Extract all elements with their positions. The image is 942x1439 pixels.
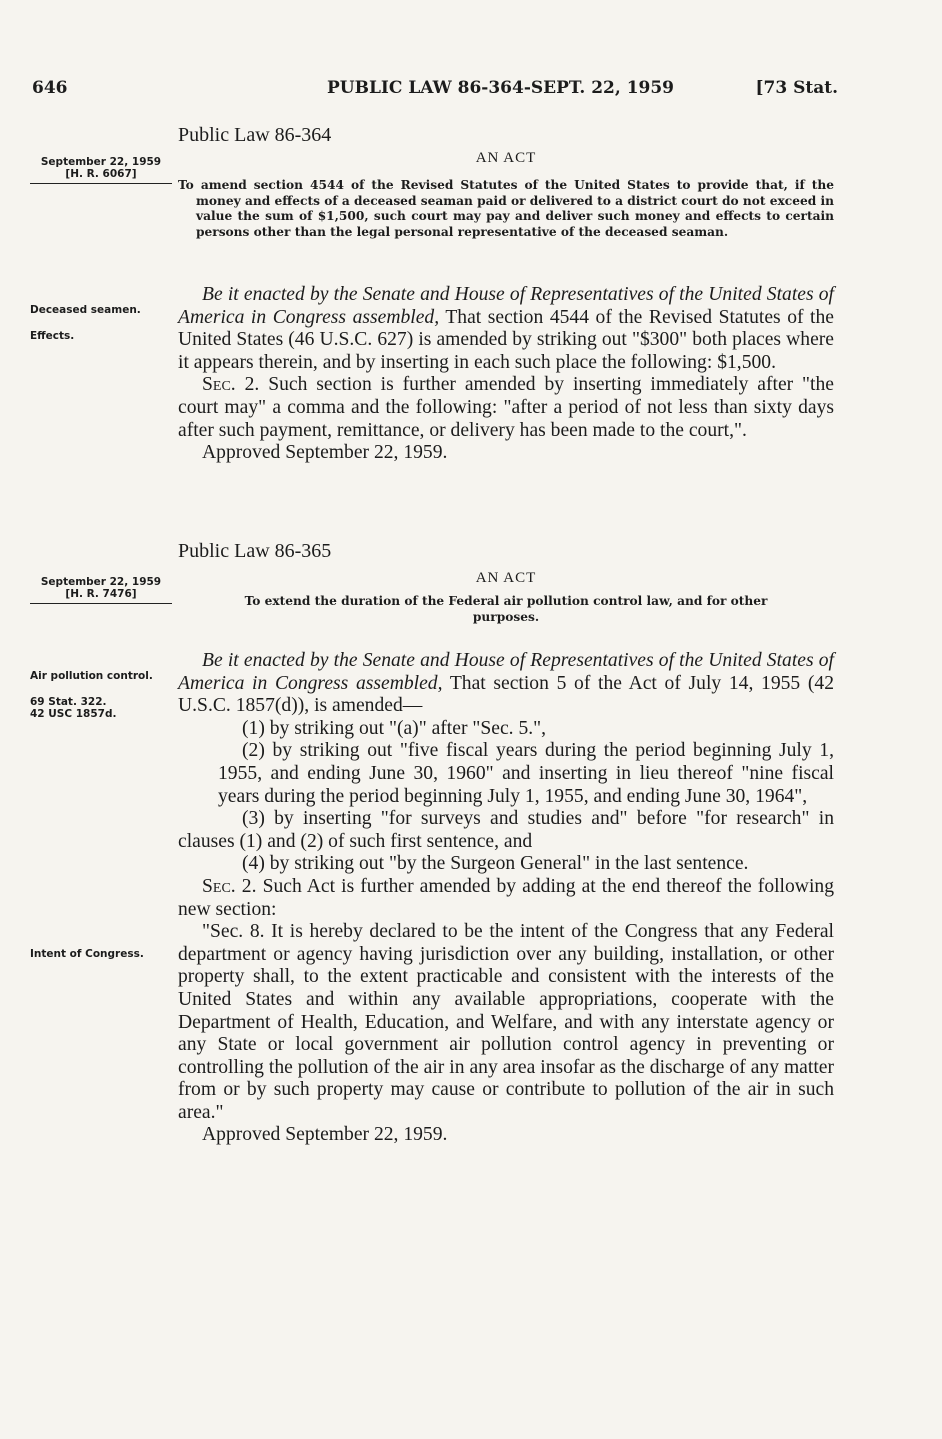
- law2-purpose-line1: To extend the duration of the Federal air pollution control law, and for other: [244, 594, 768, 608]
- law1-sec2-label: Sec. 2.: [202, 374, 260, 396]
- law1-purpose: [178, 178, 834, 240]
- law2-sec2-label: Sec. 2.: [202, 875, 257, 897]
- law1-purpose-text: To amend section 4544 of the Revised Statutes of the United States to provide that, if the money and effects of a deceased seaman paid or delivered to a district court do not exceed in value the sum of $1,500, such court may pay and deliver such money and effects to certain persons other than the legal personal representative of the deceased seaman.: [178, 178, 834, 239]
- law2-margin-date: September 22, 1959: [40, 576, 162, 588]
- law2-sec2-text: Such Act is further amended by adding at the end thereof the following new section:: [178, 875, 834, 920]
- law1-an-act: AN ACT: [475, 150, 537, 166]
- law1-sec1-text: That section 4544 of the Revised Statutes of the United States (46 U.S.C. 627) is amended by striking out "$300" both places where it appears therein, and by inserting in each such place the following: $1,500.: [178, 306, 834, 373]
- law1-approved: Approved September 22, 1959.: [202, 442, 448, 464]
- law2-item-3: (3) by inserting "for surveys and studies and" before "for research" in clauses (1) and (2) of such first sentence, and: [178, 808, 834, 852]
- law2-an-act: AN ACT: [475, 570, 537, 586]
- law2-item-2: (2) by striking out "five fiscal years during the period beginning July 1, 1955, and ending June 30, 1960" and inserting in lieu thereof "nine fiscal years during the period beginning July 1, 1955, and ending June 30, 1964",: [218, 740, 834, 807]
- law2-title: Public Law 86-365: [178, 540, 332, 562]
- law2-enacting-clause: Be it enacted by the Senate and House of Representatives of the United States of America in Congress assembled,: [178, 650, 834, 694]
- law1-title: Public Law 86-364: [178, 124, 332, 146]
- law2-margin-note-usc: 42 USC 1857d.: [30, 708, 117, 720]
- law2-approved: Approved September 22, 1959.: [202, 1124, 448, 1146]
- running-title: PUBLIC LAW 86-364-SEPT. 22, 1959: [327, 78, 675, 98]
- law2-item-1: (1) by striking out "(a)" after "Sec. 5.",: [242, 717, 547, 739]
- volume-reference: [73 Stat.: [755, 78, 838, 98]
- page-number: 646: [32, 78, 68, 98]
- law1-body: [178, 284, 834, 464]
- law1-margin-note-effects: Effects.: [30, 330, 75, 342]
- law1-margin-date: September 22, 1959: [40, 156, 162, 168]
- running-head: [32, 78, 838, 100]
- law2-section-1: [178, 650, 834, 718]
- law2-sec1-text: That section 5 of the Act of July 14, 1955 (42 U.S.C. 1857(d)), is amended—: [178, 672, 835, 717]
- law1-section-2: [178, 374, 834, 442]
- law2-margin-note-air: Air pollution control.: [30, 670, 153, 682]
- law1-sec2-text: Such section is further amended by inserting immediately after "the court may" a comma and the following: "after a period of not less than sixty days after such payment, remittance, or delivery has been made to the court,".: [178, 374, 834, 441]
- law2-item-4: (4) by striking out "by the Surgeon General" in the last sentence.: [242, 853, 749, 875]
- law2-section-8: "Sec. 8. It is hereby declared to be the intent of the Congress that any Federal department or agency having jurisdiction over any building, installation, or other property shall, to the extent practicable and consistent with the interests of the United States and within any available appropriations, cooperate with the Department of Health, Education, and Welfare, and with any interstate agency or any State or local government air pollution control agency in preventing or controlling the pollution of the air in any area insofar as the discharge of any matter from or by such property may cause or contribute to pollution of the air in such area.": [178, 921, 834, 1123]
- law2-margin-bill: [H. R. 7476]: [30, 588, 172, 604]
- law2-margin-note-intent: Intent of Congress.: [30, 948, 144, 960]
- law1-margin-bill: [H. R. 6067]: [30, 168, 172, 184]
- law2-purpose-line2: purposes.: [472, 609, 540, 624]
- law1-margin-note-deceased: Deceased seamen.: [30, 304, 141, 316]
- law2-body: [178, 650, 834, 1146]
- law2-margin-note-stat: 69 Stat. 322.: [30, 696, 107, 708]
- law1-enacting-clause: Be it enacted by the Senate and House of Representatives of the United States of America in Congress assembled,: [178, 284, 834, 328]
- law2-section-2: [178, 876, 834, 921]
- law2-purpose: [178, 594, 834, 625]
- law1-section-1: [178, 284, 834, 374]
